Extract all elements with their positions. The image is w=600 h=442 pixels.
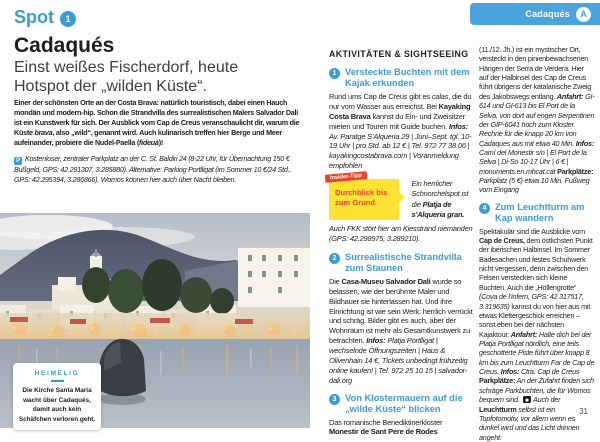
activity-3-title-row — [329, 393, 473, 415]
intro-paragraph: Einer der schönsten Orte an der Costa Brava: natürlich touristisch, dabei einen Hauch mondän und modern-hip. Schon die Strandvilla des surrealistischen Malers Salvador Dalí ist ein Kunstwerk für sich. Der Ausblick vom Cap de Creus veranschaulicht dir, warum die Küste brava, also „wild“, genannt wird. Auch kulinarisch treffen hier Berge und Meer aufeinander, probiere die Nudel-Paella (fideuà)! — [14, 98, 300, 148]
activity-3-title: Von Klostermauern auf die „wilde Küste“ blicken — [345, 392, 463, 414]
caption-text: Die Kirche Santa Maria wacht über Cadaqués, damit auch kein Schäfchen verloren geht. — [18, 387, 96, 423]
caption-underline — [51, 380, 64, 382]
activity-2-body: Die Casa-Museu Salvador Dalí wurde so belassen, wie der berühmte Maler und Bildhauer sie hinterlassen hat. Und ihre Einrichtung ist wie sein Werk: herrlich verrückt und schräg. Bilder gibt es auch, aber der Wohnraum ist mehr als Gesamtkunstwerk zu betrachten. Infos: Platja Portlligat | wechselnde Öffnungszeiten | Haus & Olivenhain 14 €, Tickets unbedingt frühzeitig online kaufen! | Tel. 972 25 10 15 | salvador-dali.org — [329, 276, 473, 385]
page-subtitle: Einst weißes Fischerdorf, heute Hotspot der „wilden Küste“. — [14, 59, 239, 95]
chapter-badge-icon: A — [576, 7, 591, 22]
chapter-tab — [470, 3, 600, 25]
activities-heading: AKTIVITÄTEN & SIGHTSEEING — [329, 49, 469, 59]
page-number: 31 — [579, 407, 588, 416]
activity-1-body: Rund ums Cap de Creus gibt es calas, die du nur vom Wasser aus erreichst. Bei Kayaking Costa Brava kannst du Ein- und Zweisitzer mieten und Touren mit Guide buchen. Infos: Av. Paratge S’Alqueria 29 | Juni–Sept. tgl. 10-19 Uhr | pro Std. ab 12 € | Tel. 972 77 38 06 | kayakingcostabrava.com | Voranmeldung empfohlen — [329, 91, 472, 171]
camera-icon — [523, 396, 531, 403]
parking-note-text: Kostenloser, zentraler Parkplatz an der C. St. Baldiri 24 (8-22 Uhr, für Übernachtung 150 € Bußgeld, GPS: 42.291307, 3.285880). Alternative: Parking Portlligat (im Sommer 10 €/24 Std., GPS: 42.295394, 3.286866), Womos können hier auch über Nacht bleiben. — [14, 154, 292, 185]
parking-note — [14, 154, 306, 185]
spot-label: Spot — [14, 7, 54, 27]
activity-1-title: Versteckte Buchten mit dem Kajak erkunden — [345, 67, 470, 88]
activity-2-number-badge: 2 — [329, 253, 340, 264]
spot-header — [14, 7, 76, 28]
activity-3-body: Das romanische Benediktinerkloster Monestir de Sant Pere de Rodes — [329, 417, 443, 437]
insider-tip-box — [329, 172, 399, 220]
activity-1-number-badge: 1 — [329, 68, 340, 79]
caption-tag: HEIMELIG — [34, 370, 80, 377]
cadaques-photo — [0, 213, 310, 428]
activity-4-title-row — [479, 202, 595, 224]
activity-1-title-row — [329, 67, 473, 89]
insider-tip-text: Durchblick bis zum Grund — [335, 188, 388, 207]
activity-4-number-badge: 4 — [479, 203, 490, 214]
chapter-tab-label: Cadaqués — [525, 9, 570, 19]
insider-tip-arrow-icon — [399, 192, 405, 202]
activities-column — [329, 45, 473, 437]
insider-tip-ribbon: Insider-Tipp — [325, 171, 367, 183]
spot-number-badge: 1 — [60, 11, 76, 27]
right-column — [479, 45, 595, 442]
insider-tip-side-note: Ein herrlicher Schnorchelspot ist die Platja de s’Alqueria gran. — [411, 179, 469, 219]
activity-4-body: Spektakulär sind die Ausblicke vom Cap de Creus, dem östlichsten Punkt der iberischen Halbinsel. Im Sommer Badesachen und festes Schuhwerk nicht vergessen, denn zwischen den Felsen verstecken sich kleine Buchten. Auch die „Höllengrotte“ (Cova de l’infern, GPS: 42.317517, 3.319635) kannst du von hier aus mit etwas Klettergeschick erreichen – sonst eben bei der nächsten Kajaktour. Anfahrt: Halte dich bei der Platja Portlligat nördlich, eine teils geschotterte Piste führt über knapp 8 km bis zum Leuchtturm Far de Cap de Creus. Infos: Ctra. Cap de Creus Parkplätze: An der Zufahrt finden sich schräge Parkbuchten, die für Womos bequem sind. Auch der Leuchtturm selbst ist ein Topfotomotiv, vor allem wenn es dunkel wird und das Licht drinnen angeht. — [479, 226, 595, 442]
activity-2-title-row — [329, 252, 473, 274]
activity-4-title: Zum Leuchtturm am Kap wandern — [495, 201, 585, 223]
activity-3-continuation: (11./12. Jh.) ist ein mystischer Ort, versteckt in den pinienbewachsenen Hängen der Serra de Verdera. Hier auf der Halbinsel des Cap de Creus führt übrigens der katalanische Zweig des Jakobswegs entlang. Anfahrt: GI-614 und GI-613 bis El Port de la Selva, von dort auf engen Serpentinen der GIP-6041 hoch zum Kloster. Rechne für die knapp 20 km von Cadaques aus mit etwa 40 Min. Infos: Camí del Monestir s/n | El Port de la Selva | Di-So 10-17 Uhr | 6 € | monuments.en.mhcat.cat Parkplätze: Parkplatz (5 €) etwa 10 Min. Fußweg vom Eingang — [479, 45, 595, 195]
page-title: Cadaqués — [14, 34, 115, 57]
insider-tip — [329, 172, 473, 220]
activity-3-number-badge: 3 — [329, 394, 340, 405]
activity-2-title: Surrealistische Strandvilla zum Staunen — [345, 251, 462, 273]
parking-icon: P — [14, 157, 22, 165]
photo-caption-card — [13, 363, 101, 430]
left-text-block — [14, 98, 306, 186]
fkk-note: Auch FKK stört hier am Kiesstrand niemanden (GPS: 42.298975, 3.289210). — [329, 223, 473, 243]
